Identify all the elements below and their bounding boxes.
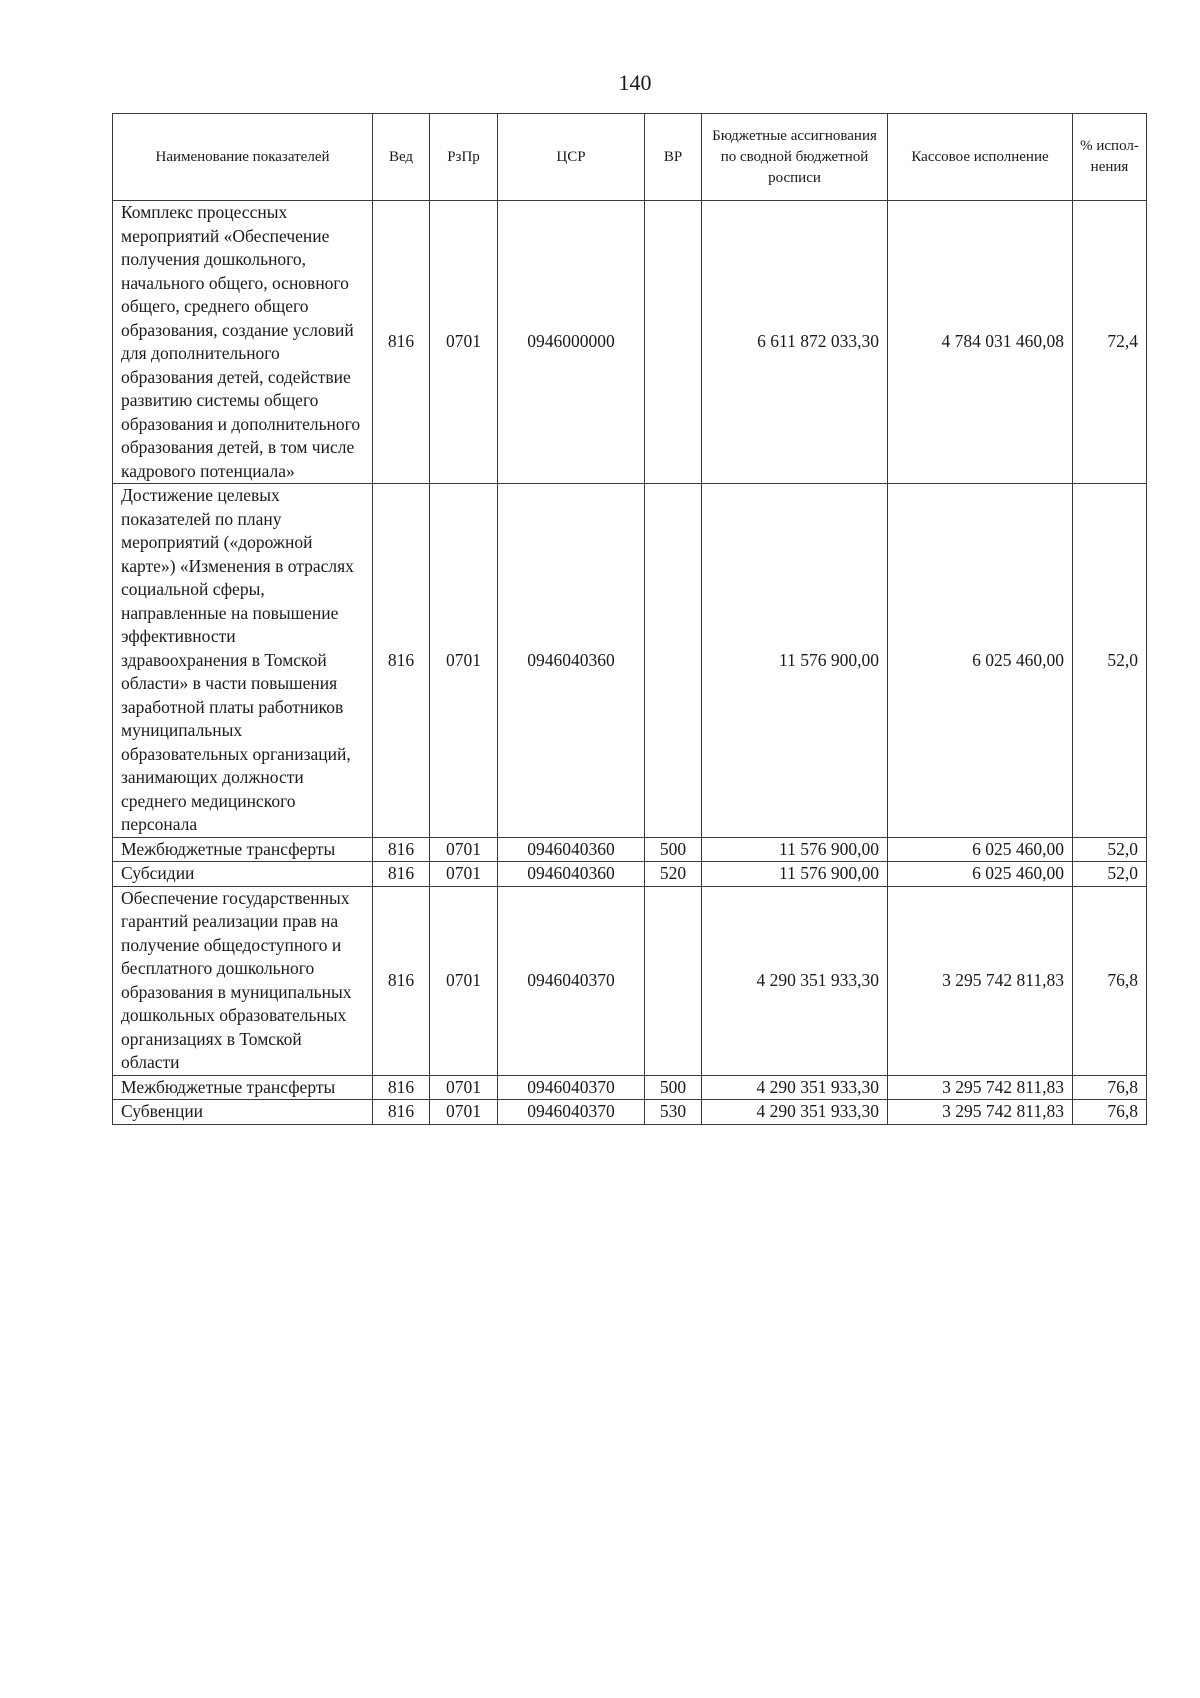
row-rzpr: 0701	[430, 886, 498, 1075]
row-rzpr: 0701	[430, 837, 498, 862]
table-row	[113, 1100, 1147, 1125]
header-percent: % испол-нения	[1073, 114, 1147, 201]
row-percent: 72,4	[1073, 201, 1147, 484]
row-name: Субвенции	[113, 1100, 373, 1125]
table-row	[113, 201, 1147, 484]
row-ved: 816	[373, 1100, 430, 1125]
row-vr	[645, 201, 702, 484]
table-row	[113, 837, 1147, 862]
row-vr	[645, 484, 702, 838]
row-assignments: 6 611 872 033,30	[702, 201, 888, 484]
header-name: Наименование показателей	[113, 114, 373, 201]
row-ved: 816	[373, 484, 430, 838]
row-name: Межбюджетные трансферты	[113, 837, 373, 862]
row-name: Комплекс процессных мероприятий «Обеспечение получения дошкольного, начального общего, основного общего, среднего общего образования, создание условий для дополнительного образования детей, содействие развитию системы общего образования и дополнительного образования детей, в том числе кадрового потенциала»	[113, 201, 373, 484]
row-assignments: 4 290 351 933,30	[702, 1075, 888, 1100]
row-rzpr: 0701	[430, 1100, 498, 1125]
row-vr: 500	[645, 1075, 702, 1100]
row-csr: 0946000000	[498, 201, 645, 484]
row-percent: 52,0	[1073, 837, 1147, 862]
row-execution: 3 295 742 811,83	[888, 886, 1073, 1075]
budget-execution-table	[112, 113, 1147, 1125]
row-ved: 816	[373, 201, 430, 484]
header-vr: ВР	[645, 114, 702, 201]
row-csr: 0946040370	[498, 886, 645, 1075]
header-assignments: Бюджетные ассигнования по сводной бюджетной росписи	[702, 114, 888, 201]
header-ved: Вед	[373, 114, 430, 201]
row-vr: 520	[645, 862, 702, 887]
row-name: Субсидии	[113, 862, 373, 887]
row-execution: 3 295 742 811,83	[888, 1075, 1073, 1100]
row-rzpr: 0701	[430, 862, 498, 887]
row-assignments: 4 290 351 933,30	[702, 886, 888, 1075]
row-execution: 3 295 742 811,83	[888, 1100, 1073, 1125]
row-execution: 6 025 460,00	[888, 837, 1073, 862]
page-number: 140	[618, 70, 652, 95]
row-rzpr: 0701	[430, 1075, 498, 1100]
row-csr: 0946040370	[498, 1075, 645, 1100]
row-name: Обеспечение государственных гарантий реализации прав на получение общедоступного и бесплатного дошкольного образования в муниципальных дошкольных образовательных организациях в Томской области	[113, 886, 373, 1075]
row-assignments: 11 576 900,00	[702, 837, 888, 862]
row-assignments: 11 576 900,00	[702, 862, 888, 887]
table-row	[113, 862, 1147, 887]
table-row	[113, 886, 1147, 1075]
row-vr: 500	[645, 837, 702, 862]
row-ved: 816	[373, 862, 430, 887]
row-ved: 816	[373, 886, 430, 1075]
row-name: Достижение целевых показателей по плану мероприятий («дорожной карте») «Изменения в отраслях социальной сферы, направленные на повышение эффективности здравоохранения в Томской области» в части повышения заработной платы работников муниципальных образовательных организаций, занимающих должности среднего медицинского персонала	[113, 484, 373, 838]
row-rzpr: 0701	[430, 484, 498, 838]
row-vr: 530	[645, 1100, 702, 1125]
row-percent: 76,8	[1073, 886, 1147, 1075]
row-assignments: 11 576 900,00	[702, 484, 888, 838]
row-percent: 52,0	[1073, 862, 1147, 887]
header-csr: ЦСР	[498, 114, 645, 201]
row-percent: 52,0	[1073, 484, 1147, 838]
table-header-row	[113, 114, 1147, 201]
row-csr: 0946040360	[498, 837, 645, 862]
row-percent: 76,8	[1073, 1075, 1147, 1100]
row-vr	[645, 886, 702, 1075]
row-ved: 816	[373, 837, 430, 862]
row-csr: 0946040360	[498, 862, 645, 887]
row-csr: 0946040370	[498, 1100, 645, 1125]
row-ved: 816	[373, 1075, 430, 1100]
table-row	[113, 484, 1147, 838]
row-assignments: 4 290 351 933,30	[702, 1100, 888, 1125]
row-rzpr: 0701	[430, 201, 498, 484]
row-execution: 6 025 460,00	[888, 484, 1073, 838]
header-execution: Кассовое исполнение	[888, 114, 1073, 201]
row-csr: 0946040360	[498, 484, 645, 838]
row-execution: 4 784 031 460,08	[888, 201, 1073, 484]
row-execution: 6 025 460,00	[888, 862, 1073, 887]
table-row	[113, 1075, 1147, 1100]
row-percent: 76,8	[1073, 1100, 1147, 1125]
header-rzpr: РзПр	[430, 114, 498, 201]
row-name: Межбюджетные трансферты	[113, 1075, 373, 1100]
